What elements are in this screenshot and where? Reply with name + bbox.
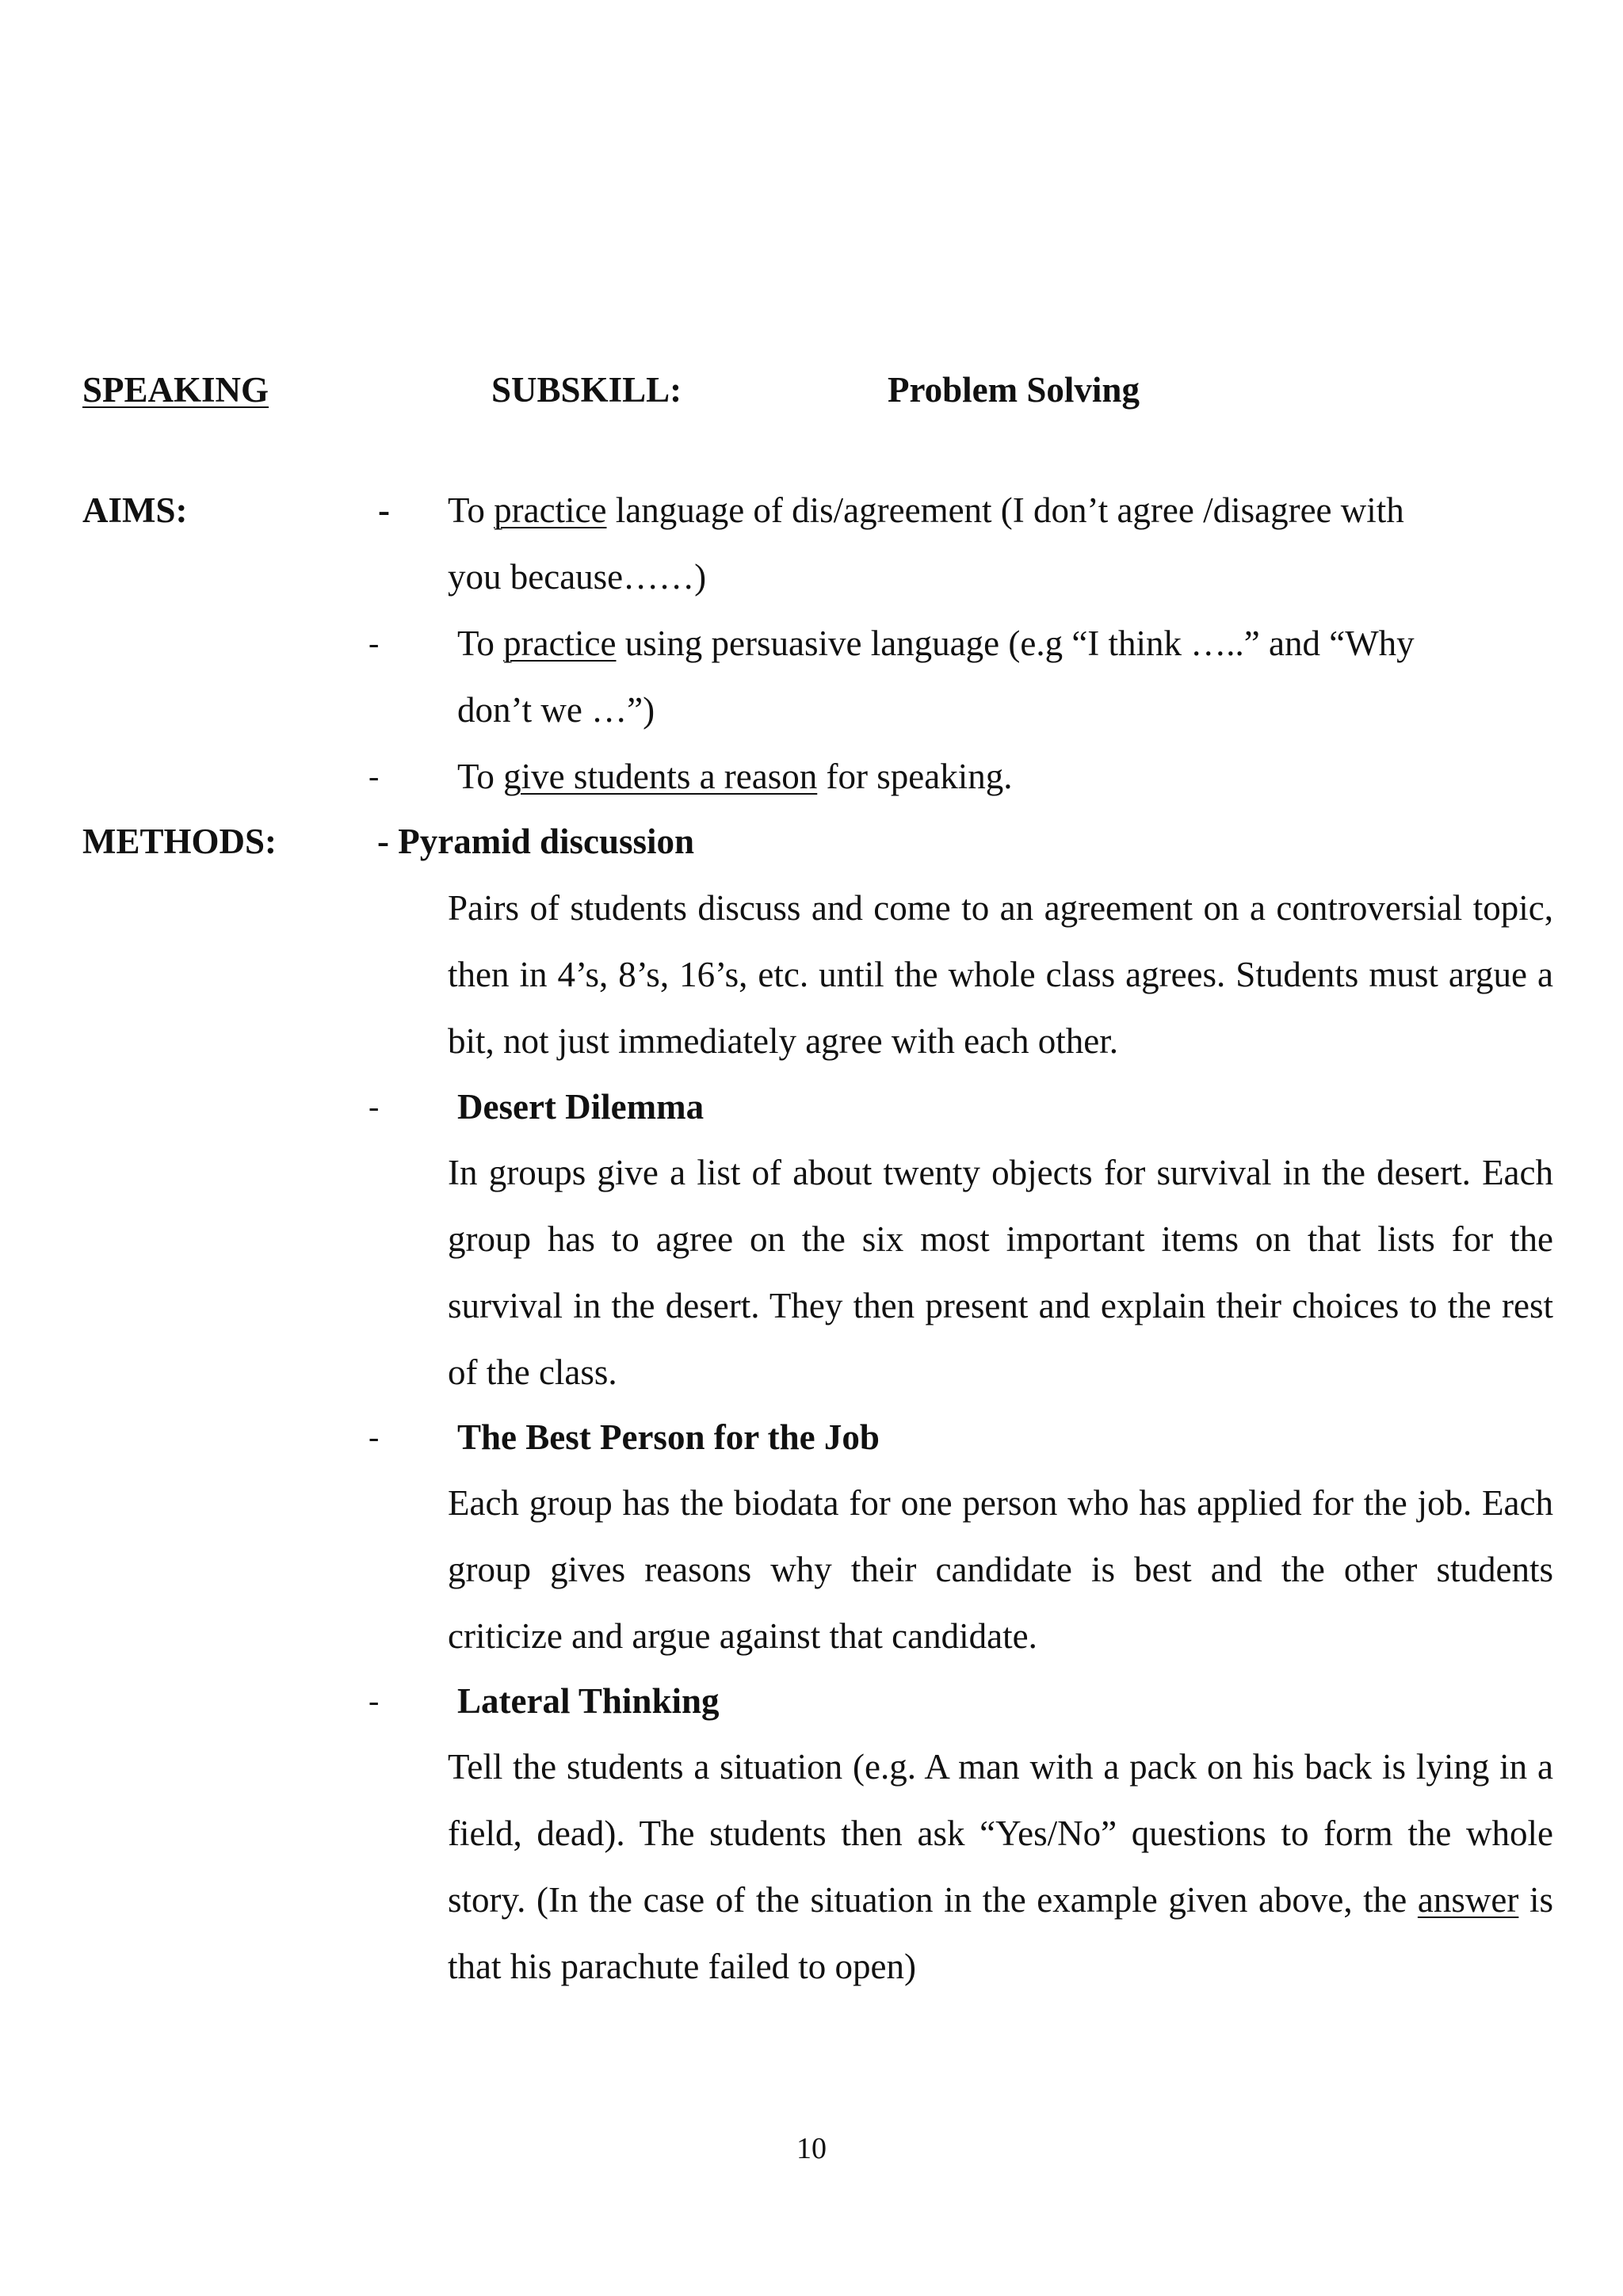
method-2-body [448,1139,1553,1405]
method-2-description: In groups give a list of about twenty objects for survival in the desert. Each group has to agree on the six most important items on that lists for the survival in the desert. They then present and explain their choices to the rest of the class. [448,1153,1553,1392]
method-3-dash: - [369,1419,380,1455]
method-4-body [448,1733,1553,2000]
method-1-description: Pairs of students discuss and come to an agreement on a controversial topic, then in 4’s, 8’s, 16’s, etc. until the whole class agrees. Students must argue a bit, not just immediately agree with each other. [448,888,1553,1061]
aim-1-line-1 [448,477,1404,543]
aim-2-underlined: practice [503,624,617,663]
aim-1-pre: To [448,490,495,530]
method-1-title: Pyramid discussion [398,822,695,861]
subskill-label: SUBSKILL: [491,370,682,410]
method-1-heading [377,808,694,875]
method-4-underlined-word: answer [1417,1880,1519,1920]
aim-3-post: for speaking. [817,757,1013,796]
page-number: 10 [796,2132,827,2165]
aim-1-line-2: you because……) [448,557,707,597]
aim-3-line-1 [457,743,1012,810]
method-4-dash: - [369,1683,380,1718]
aim-2-line-1 [457,610,1415,677]
method-4-text-end: is that his parachute failed to open) [448,1880,1554,1986]
aim-2-line-2: don’t we …”) [457,690,655,730]
method-4-title: Lateral Thinking [457,1681,720,1721]
aim-1-underlined: practice [494,490,607,530]
method-1-body [448,875,1553,1074]
method-3-description: Each group has the biodata for one person who has applied for the job. Each group gives reasons why their candidate is best and the other students criticize and argue against that candidate. [448,1483,1553,1656]
aim-1-post: language of dis/agreement (I don’t agree /disagree with [606,490,1404,530]
section-heading-speaking: SPEAKING [82,370,269,410]
aim-3-pre: To [457,757,504,796]
method-1-dash: - [377,822,399,861]
method-3-body [448,1470,1553,1669]
method-4-text: Tell the students a situation (e.g. A man with a pack on his back is lying in a field, dead). The students then ask “Yes/No” questions to form the whole story. (In the case of the situation in the example given above, the [448,1747,1553,1920]
method-4-description [448,1733,1553,2000]
method-3-title: The Best Person for the Job [457,1417,880,1457]
method-2-title: Desert Dilemma [457,1087,705,1127]
aim-2-pre: To [457,624,504,663]
methods-label: METHODS: [82,822,277,861]
aims-label: AIMS: [82,490,188,530]
method-2-dash: - [369,1089,380,1124]
aim-1-dash: - [378,490,390,530]
aim-2-post: using persuasive language (e.g “I think …..” and “Why [616,624,1415,663]
aim-2-dash: - [369,625,380,661]
subskill-value: Problem Solving [888,370,1140,410]
aim-3-dash: - [369,758,380,794]
aim-3-underlined: give students a reason [503,757,818,796]
